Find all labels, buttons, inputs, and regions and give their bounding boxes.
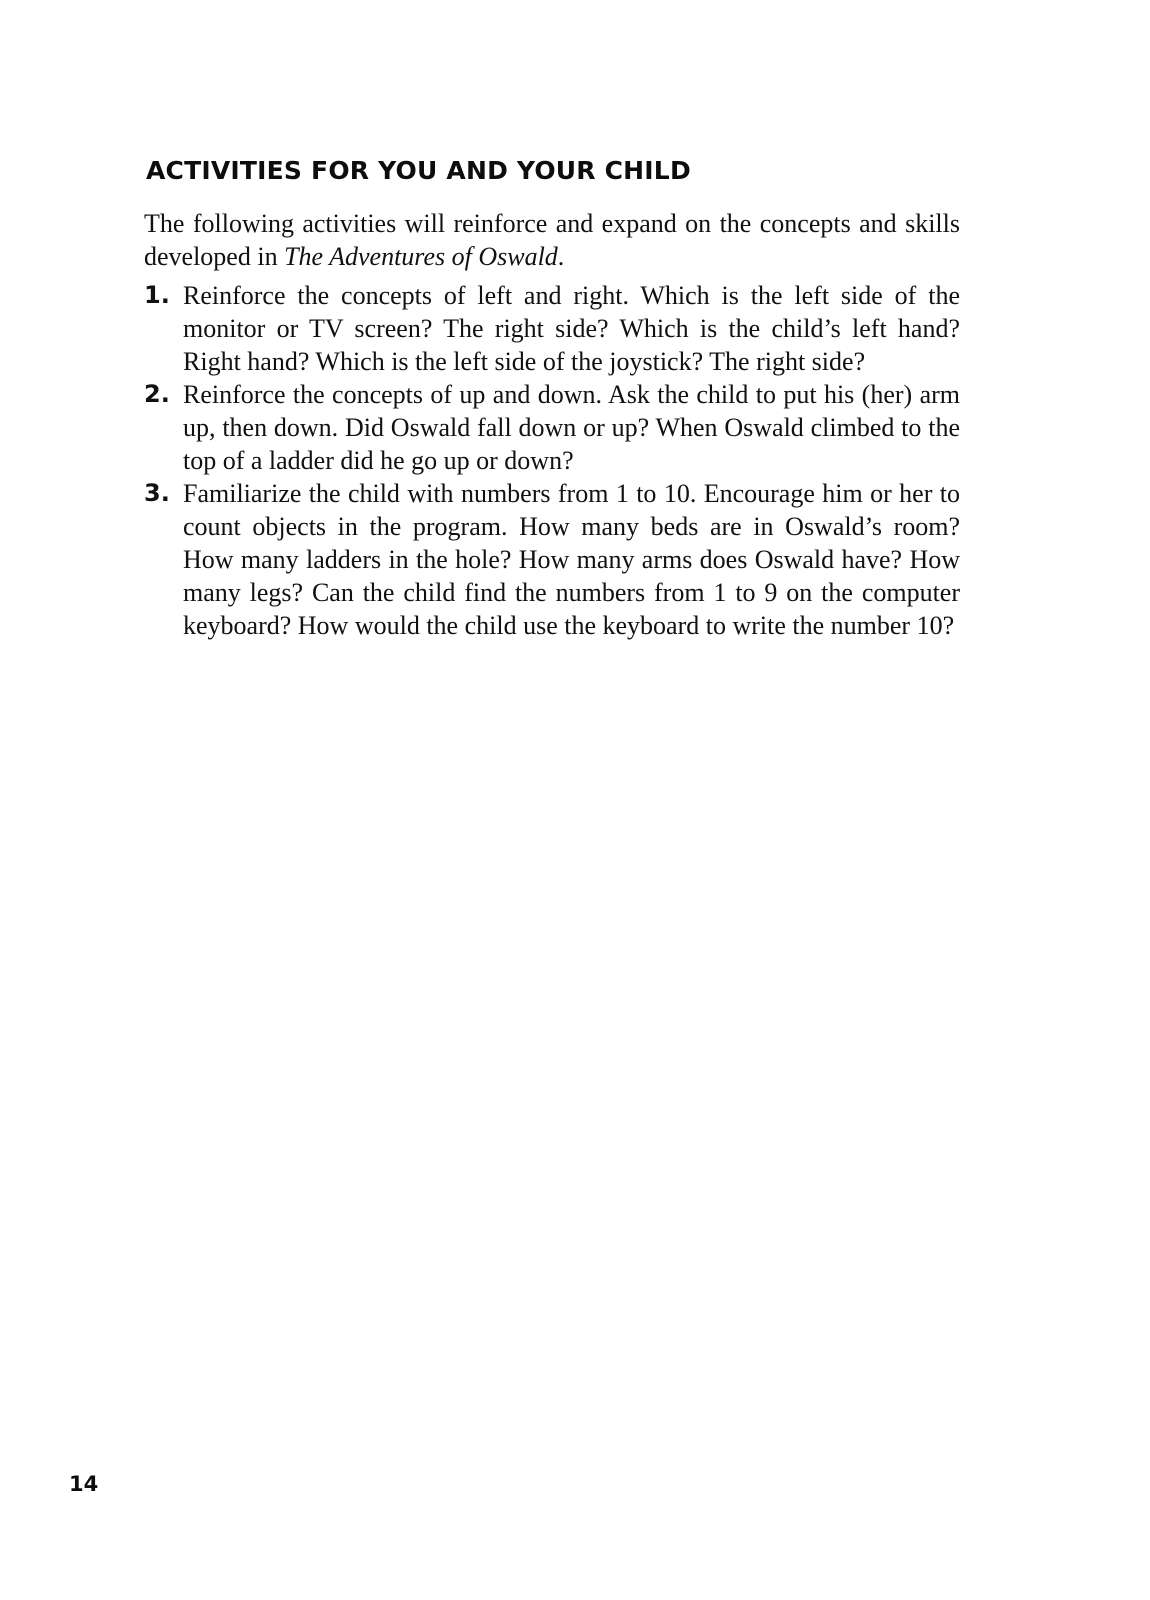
activity-item-2 <box>144 378 960 477</box>
book-title: The Adventures of Oswald <box>284 242 558 271</box>
activity-number: 1. <box>144 281 170 309</box>
activity-item-1 <box>144 279 960 378</box>
activity-number: 2. <box>144 380 170 408</box>
intro-text-before: The following activities will reinforce and expand on the concepts and skills developed in <box>144 209 960 271</box>
activity-text: Reinforce the concepts of left and right. Which is the left side of the monitor or TV screen? The right side? Which is the child’s left hand? Right hand? Which is the left side of the joystick? The right side? <box>183 281 960 376</box>
activities-content <box>144 207 960 642</box>
activity-item-3 <box>144 477 960 642</box>
activities-list <box>144 279 960 642</box>
section-heading: ACTIVITIES FOR YOU AND YOUR CHILD <box>146 156 691 185</box>
activity-text: Familiarize the child with numbers from 1 to 10. Encourage him or her to count objects in the program. How many beds are in Oswald’s room? How many ladders in the hole? How many arms does Oswald have? How many legs? Can the child find the numbers from 1 to 9 on the computer keyboard? How would the child use the keyboard to write the number 10? <box>183 479 960 640</box>
activity-text: Reinforce the concepts of up and down. Ask the child to put his (her) arm up, then down. Did Oswald fall down or up? When Oswald climbed to the top of a ladder did he go up or down? <box>183 380 960 475</box>
page-number: 14 <box>69 1472 99 1496</box>
activity-number: 3. <box>144 479 170 507</box>
intro-text-after: . <box>557 242 565 271</box>
intro-paragraph <box>144 207 960 273</box>
